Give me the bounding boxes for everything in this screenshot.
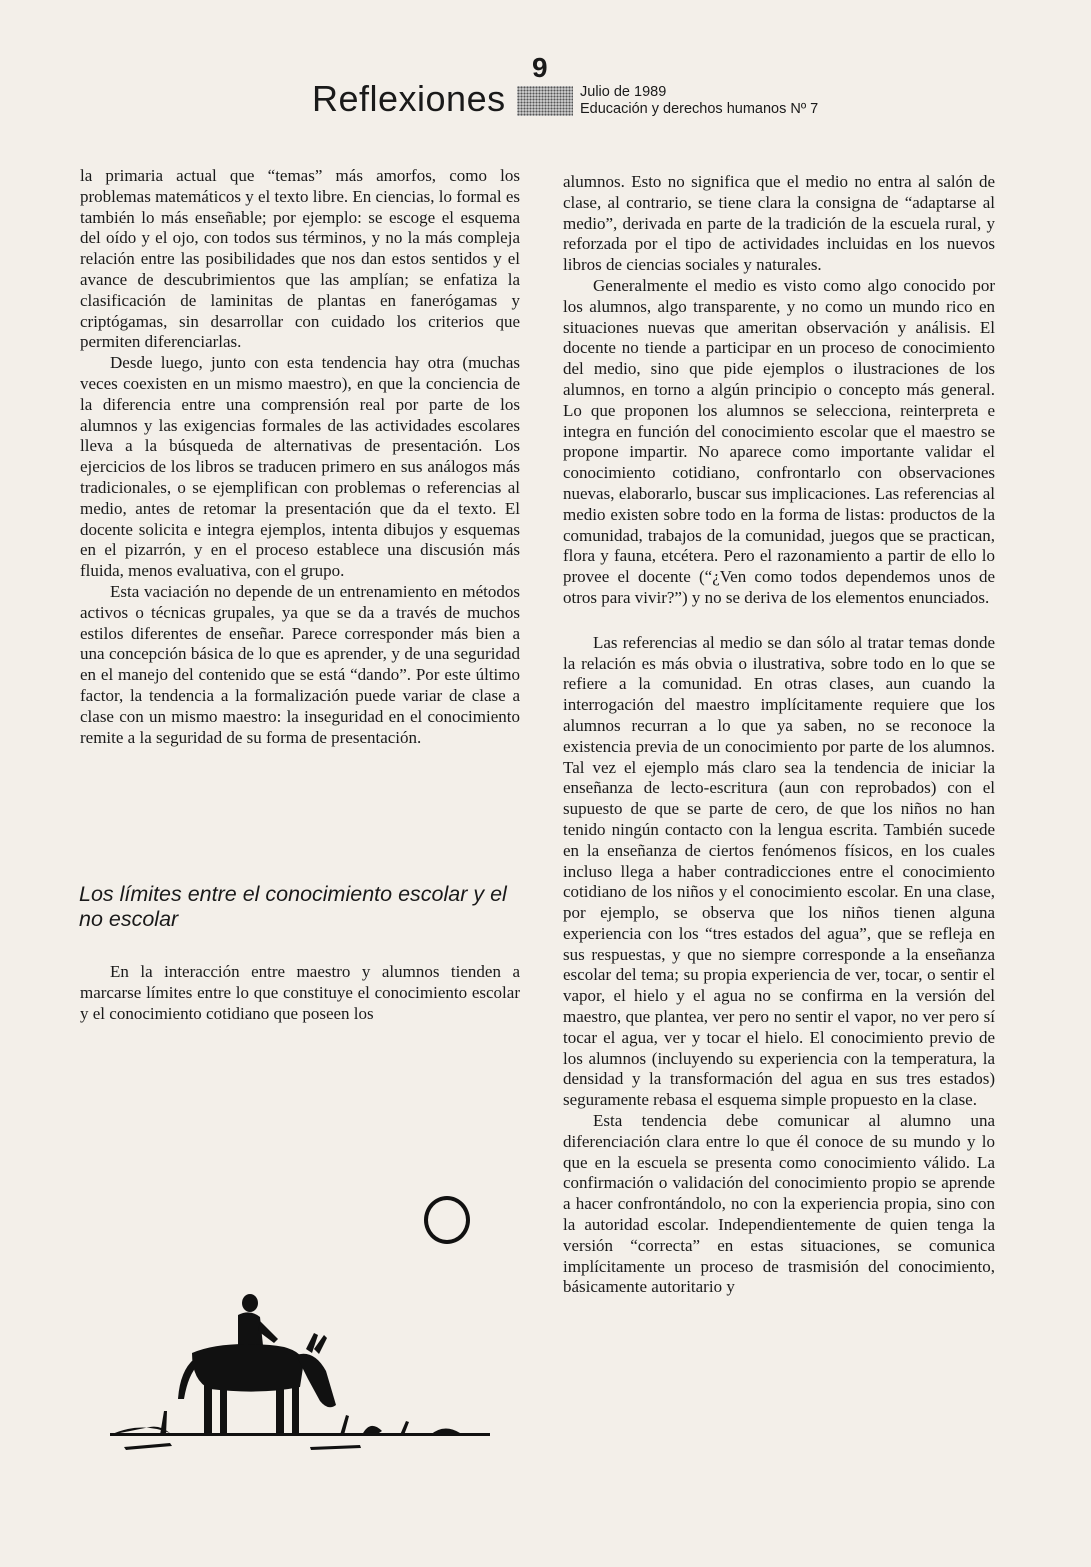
issue-info (580, 84, 818, 118)
section-heading: Los límites entre el conocimiento escolar y el no escolar (79, 882, 507, 931)
paragraph: Generalmente el medio es visto como algo conocido por los alumnos, algo transparente, y no como un mundo rico en situaciones nuevas que ameritan observación y análisis. El docente no tiende a participar en un proceso de conocimiento del medio, sino que pide ejemplos o ilustraciones de los alumnos, en torno a algún principio o concepto más general. Lo que proponen los alumnos se selecciona, reinterpreta e integra en función del conocimiento escolar que el maestro se propone impartir. No aparece como importante validar el conocimiento cotidiano, confrontarlo con observaciones nuevas, elaborarlo, buscar sus implicaciones. Las referencias al medio existen sobre todo en la forma de listas: productos de la comunidad, trabajos de la comunidad, juegos que se practican, flora y fauna, etcétera. Pero el razonamiento a partir de ello lo provee el docente (“¿Ven como todos dependemos unos de otros para vivir?”) y no se deriva de los elementos enunciados. (563, 275, 995, 607)
issue-date: Julio de 1989 (580, 84, 667, 100)
issue-series: Educación y derechos humanos Nº 7 (580, 101, 819, 117)
paragraph: En la interacción entre maestro y alumnos tienden a marcarse límites entre lo que constituye el conocimiento escolar y el conocimiento cotidiano que poseen los (80, 962, 520, 1023)
paragraph: Las referencias al medio se dan sólo al tratar temas donde la relación es más obvia o ilustrativa, sobre todo en lo que se refiere a la comunidad. En otras clases, aun cuando la interrogación del maestro implícitamente requiere que los alumnos recurran a lo que ya saben, no se reconoce la existencia previa de un conocimiento por parte de los alumnos. Tal vez el ejemplo más claro sea la tendencia de iniciar la enseñanza de lecto-escritura (aun con reprobados) con el supuesto de que se parte de cero, de que los niños no han tenido ningún contacto con la lengua escrita. También sucede en la enseñanza de ciertos fenómenos físicos, en los cuales incluso llega a haber contradicciones entre el conocimiento cotidiano de los niños y el conocimiento escolar. En una clase, por ejemplo, se observa que los niños tienen alguna experiencia con los “tres estados del agua”, que se refleja en sus respuestas, y que no siempre corresponde a la enseñanza escolar del tema; su propia experiencia de ver, tocar, o sentir el vapor, el hielo y el agua no se confirma en la versión del maestro, que plantea, ver pero no sentir el vapor, no ver pero sí tocar el agua, ver y tocar el hielo. El conocimiento previo de los alumnos (incluyendo su experiencia con la temperatura, la densidad y la transformación del agua en sus tres estados) seguramente rebasa el esquema simple propuesto en la clase. (563, 632, 995, 1110)
donkey-rider-illustration-icon (100, 1275, 500, 1475)
halftone-block (517, 86, 573, 116)
paragraph: Esta vaciación no depende de un entrenamiento en métodos activos o técnicas grupales, ya que se da a través de muchos estilos diferentes de enseñar. Parece corresponder más bien a una concepción básica de lo que es aprender, y de una seguridad en el manejo del contenido que se está “dando”. Por este último factor, la tendencia a la formalización puede variar de clase a clase con un mismo maestro: la inseguridad en el conocimiento remite a la seguridad de su forma de presentación. (80, 581, 520, 747)
page-number: 9 (532, 52, 548, 83)
left-column (80, 166, 520, 748)
right-column (563, 172, 995, 1298)
paragraph: la primaria actual que “temas” más amorfos, como los problemas matemáticos y el texto libre. En ciencias, lo formal es también lo más enseñable; por ejemplo: se escoge el esquema del oído y el ojo, con todos sus términos, y no la más compleja relación entre las posibilidades que nos dan estos sentidos y el avance de descubrimientos que las amplían; se enfatiza la clasificación de laminitas de plantas en fanerógamas y criptógamas, sin desarrollar con cuidado los criterios que permiten diferenciarlas. (80, 166, 520, 352)
left-column-section (80, 962, 520, 1024)
paragraph: alumnos. Esto no significa que el medio no entra al salón de clase, al contrario, se tiene clara la consigna de “adaptarse al medio”, derivada en parte de la tradición de la escuela rural, y reforzada por el tipo de actividades incluidas en los nuevos libros de ciencias sociales y naturales. (563, 172, 995, 275)
paragraph: Esta tendencia debe comunicar al alumno una diferenciación clara entre lo que él conoce de su mundo y lo que en la escuela se presenta como conocimiento válido. La confirmación o validación del conocimiento propio se aprende a hacer confrontándolo, no con la experiencia propia, sino con la autoridad escolar. Independientemente de quien tenga la versión “correcta” en estas situaciones, se comunica implícitamente un proceso de trasmisión del conocimiento, básicamente autoritario y (563, 1111, 995, 1297)
paragraph: Desde luego, junto con esta tendencia hay otra (muchas veces coexisten en un mismo maestro), en que la conciencia de la diferencia entre una comprensión real por parte de los alumnos y las exigencias formales de las actividades escolares lleva a la búsqueda de alternativas de presentación. Los ejercicios de los libros se traducen primero en sus análogos más tradicionales, o se ejemplifican con problemas o referencias al medio, antes de retomar la presentación que da el texto. El docente solicita e integra ejemplos, intenta dibujos y esquemas en el pizarrón, y en el proceso establece una discusión más fluida, menos evaluativa, con el grupo. (80, 353, 520, 581)
paragraph-gap (563, 609, 995, 633)
circle-glyph-icon (424, 1196, 470, 1244)
masthead-title: Reflexiones (312, 78, 506, 119)
